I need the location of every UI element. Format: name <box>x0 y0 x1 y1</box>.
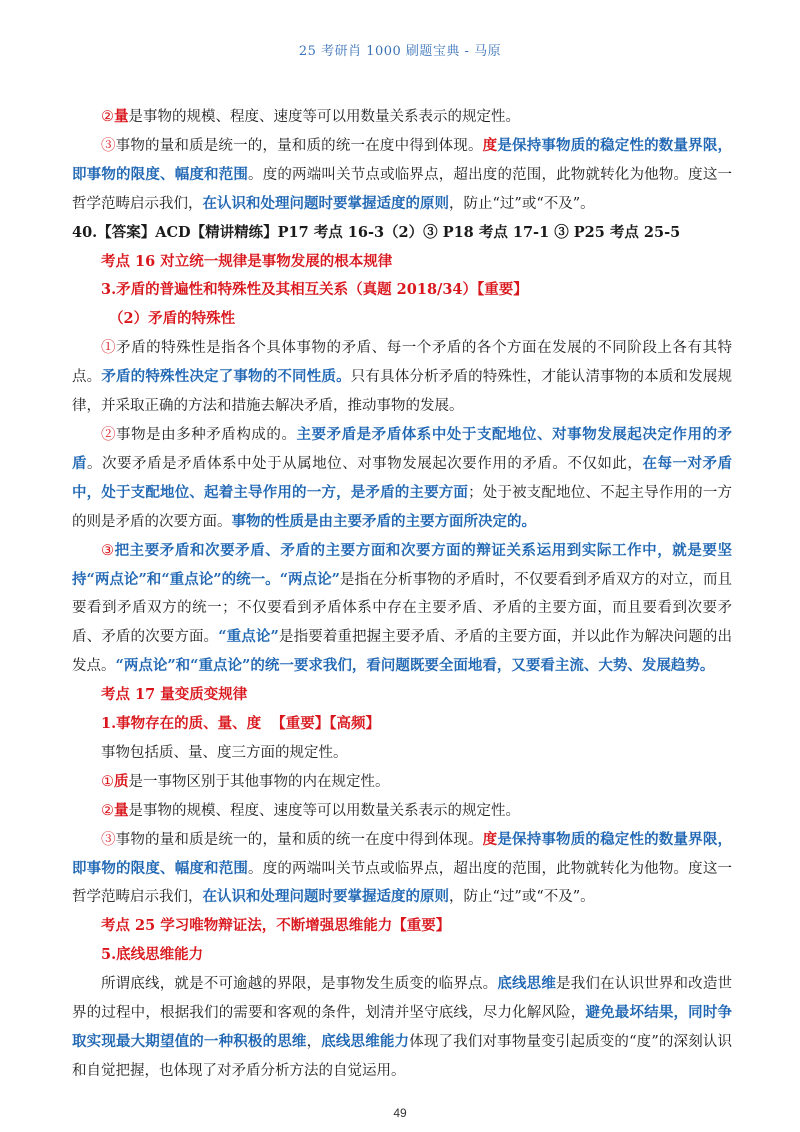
page-header: 25 考研肖 1000 刷题宝典 - 马原 <box>298 44 502 59</box>
tag-important: 【重要】 <box>271 715 330 733</box>
page-content <box>72 103 732 1086</box>
term-quantity: 量 <box>114 108 129 125</box>
paragraph-specificity-1: ①矛盾的特殊性是指各个具体事物的矛盾、每一个矛盾的各个方面在发展的不同阶段上各有其特点。矛盾的特殊性决定了事物的不同性质。只有具体分析矛盾的特殊性，才能认清事物的本质和发展规律，并采取正确的方法和措施去解决矛盾，推动事物的发展。 <box>72 340 733 415</box>
paragraph-degree: ③事物的量和质是统一的，量和质的统一在度中得到体现。度是保持事物质的稳定性的数量界限，即事物的限度、幅度和范围。度的两端叫关节点或临界点，超出度的范围，此物就转化为他物。度这一哲学范畴启示我们，在认识和处理问题时要掌握适度的原则，防止“过”或“不及”。 <box>72 136 733 212</box>
answer-line: 40.【答案】ACD【精讲精练】P17 考点 16-3（2）③ P18 考点 17-1 ③ P25 考点 25-5 <box>72 223 681 241</box>
paragraph-specificity-3: ③把主要矛盾和次要矛盾、矛盾的主要方面和次要方面的辩证关系运用到实际工作中，就是要坚持“两点论”和“重点论”的统一。“两点论”是指在分析事物的矛盾时，不仅要看到矛盾双方的对立，而且要看到矛盾双方的统一；不仅要看到矛盾体系中存在主要矛盾、矛盾的主要方面，而且要看到次要矛盾、矛盾的次要方面。“重点论”是指要着重把握主要矛盾、矛盾的主要方面，并以此作为解决问题的出发点。“两点论”和“重点论”的统一要求我们，看问题既要全面地看，又要看主流、大势、发展趋势。 <box>72 541 733 675</box>
tag-important: 【重要】 <box>392 917 451 935</box>
section-heading-1: 1.事物存在的质、量、度 【重要】【高频】 <box>101 715 380 733</box>
subsection-heading-2: （2）矛盾的特殊性 <box>109 310 236 328</box>
term-degree: 度 <box>482 136 498 154</box>
section-heading-kd17: 考点 17 量变质变规律 <box>101 686 248 704</box>
paragraph-quality: ①质是一事物区别于其他事物的内在规定性。 <box>101 772 390 790</box>
paragraph-bottom-line: 所谓底线，就是不可逾越的界限，是事物发生质变的临界点。底线思维是我们在认识世界和改造世界的过程中，根据我们的需要和客观的条件，划清并坚守底线，尽力化解风险，避免最坏结果，同时争取实现最大期望值的一种积极的思维，底线思维能力体现了我们对事物量变引起质变的“度”的深刻认识和自觉把握，也体现了对矛盾分析方法的自觉运用。 <box>72 975 733 1079</box>
section-heading-3: 3.矛盾的普遍性和特殊性及其相互关系（真题 2018/34）【重要】 <box>101 281 528 299</box>
term-quality: 质 <box>114 772 129 790</box>
tag-frequent: 【高频】 <box>329 715 380 733</box>
circled-number: ② <box>101 109 114 125</box>
page-number: 49 <box>393 1106 407 1120</box>
paragraph-quantity: ②量是事物的规模、程度、速度等可以用数量关系表示的规定性。 <box>101 108 520 125</box>
paragraph-quantity-repeat: ②量是事物的规模、程度、速度等可以用数量关系表示的规定性。 <box>101 801 520 819</box>
section-heading-kd16: 考点 16 对立统一规律是事物发展的根本规律 <box>101 252 393 270</box>
paragraph-specificity-2: ②事物是由多种矛盾构成的。主要矛盾是矛盾体系中处于支配地位、对事物发展起决定作用的矛盾。次要矛盾是矛盾体系中处于从属地位、对事物发展起次要作用的矛盾。不仅如此，在每一对矛盾中，处于支配地位、起着主导作用的一方，是矛盾的主要方面；处于被支配地位、不起主导作用的一方的则是矛盾的次要方面。事物的性质是由主要矛盾的主要方面所决定的。 <box>72 425 733 530</box>
paragraph-degree-repeat: ③事物的量和质是统一的，量和质的统一在度中得到体现。度是保持事物质的稳定性的数量界限，即事物的限度、幅度和范围。度的两端叫关节点或临界点，超出度的范围，此物就转化为他物。度这一哲学范畴启示我们，在认识和处理问题时要掌握适度的原则，防止“过”或“不及”。 <box>72 830 733 906</box>
paragraph-three-aspects: 事物包括质、量、度三方面的规定性。 <box>101 744 348 761</box>
section-heading-5: 5.底线思维能力 <box>101 946 204 964</box>
tag-important: 【重要】 <box>477 281 528 299</box>
section-heading-kd25: 考点 25 学习唯物辩证法，不断增强思维能力【重要】 <box>101 917 451 935</box>
